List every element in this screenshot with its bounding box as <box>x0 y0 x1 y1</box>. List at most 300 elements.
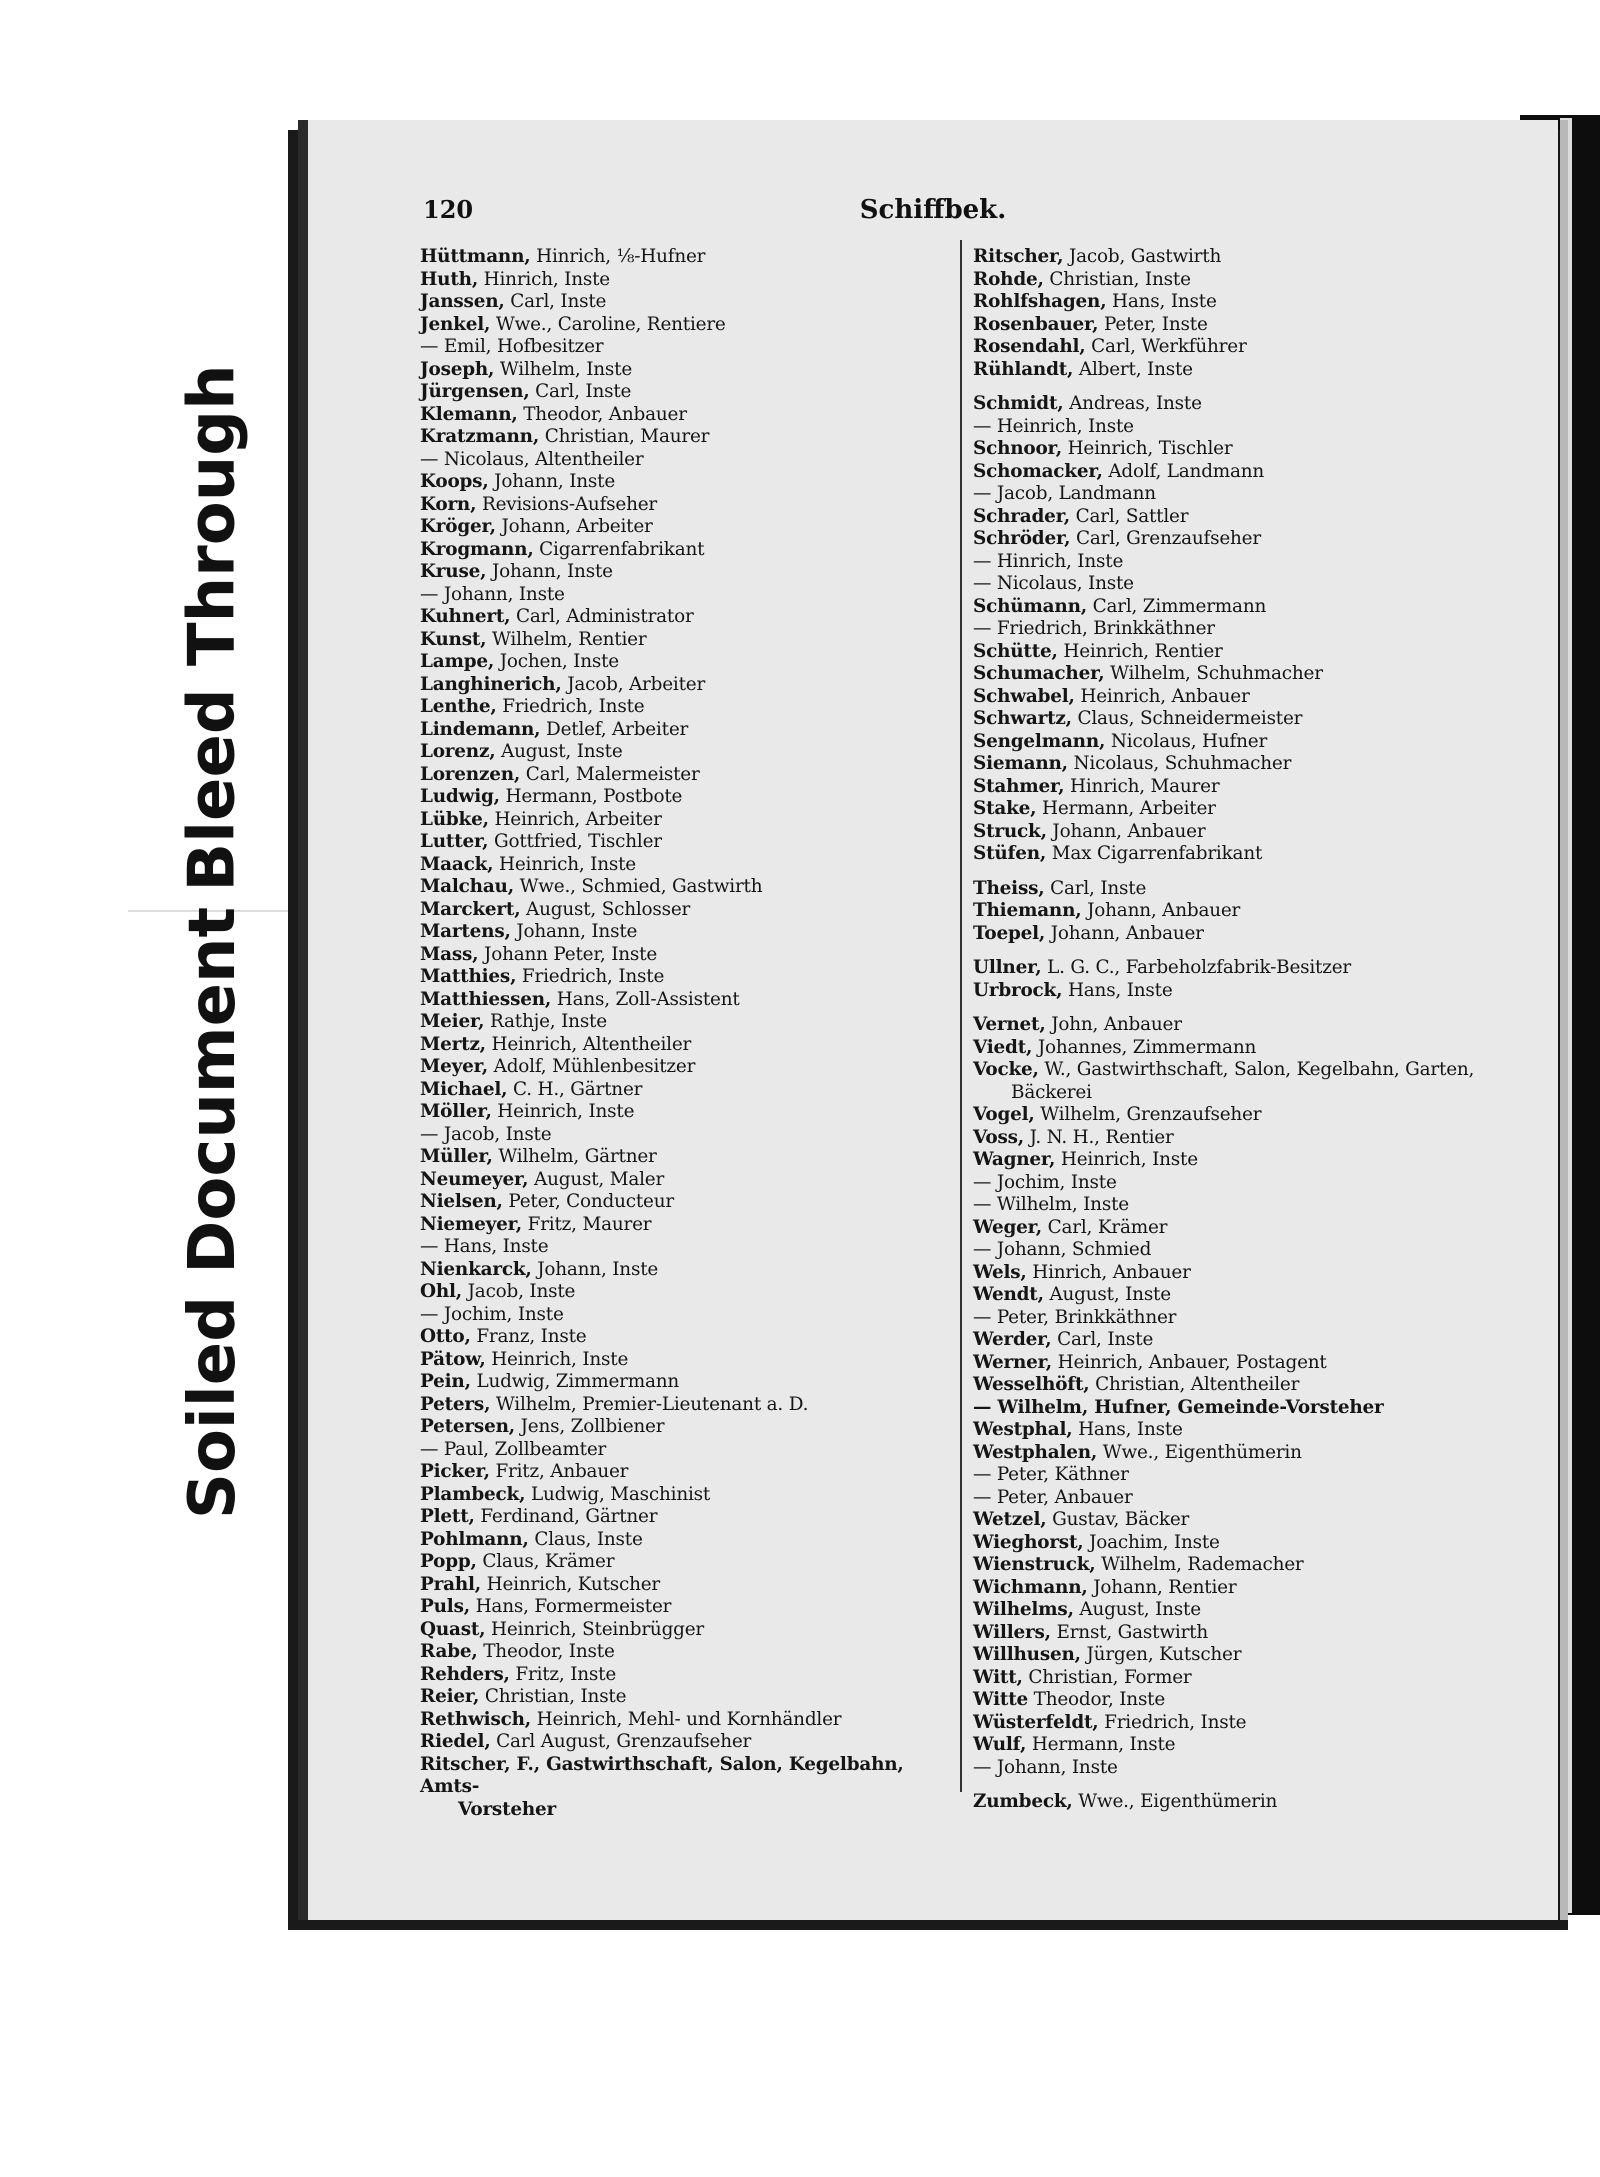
entry-surname: Lenthe, <box>420 696 497 717</box>
bleed-through-label <box>128 345 298 912</box>
entry-details: L. G. C., Farbeholzfabrik-Besitzer <box>1041 957 1352 978</box>
entry-surname: Stake, <box>973 798 1037 819</box>
directory-entry <box>420 989 955 1012</box>
entry-surname: Koops, <box>420 471 489 492</box>
directory-entry <box>973 336 1548 359</box>
directory-entry <box>973 878 1548 901</box>
directory-entry <box>420 1551 955 1574</box>
entry-details: Heinrich, Kutscher <box>481 1573 661 1595</box>
entry-details: Carl, Inste <box>1044 877 1147 899</box>
entry-surname: Quast, <box>420 1618 486 1640</box>
directory-entry <box>973 1239 1548 1262</box>
entry-details: Heinrich, Mehl- und Kornhändler <box>531 1708 842 1730</box>
entry-details: Carl, Inste <box>1051 1329 1154 1350</box>
entry-details: Cigarrenfabrikant <box>533 538 705 560</box>
entry-details: Wwe., Schmied, Gastwirth <box>513 876 763 897</box>
entry-continuation: Vorsteher <box>458 1798 557 1820</box>
entry-details: Peter, Conducteur <box>502 1191 674 1212</box>
directory-entry <box>420 786 955 809</box>
entry-details: Claus, Inste <box>528 1528 643 1550</box>
entry-details: Heinrich, Anbauer <box>1074 685 1250 707</box>
entry-surname: Stahmer, <box>973 775 1065 797</box>
entry-surname: Rehders, <box>420 1663 510 1685</box>
entry-details: Hermann, Postbote <box>499 786 683 807</box>
directory-entry <box>420 1416 955 1439</box>
entry-surname: Sengelmann, <box>973 730 1106 752</box>
entry-details: Heinrich, Anbauer, Postagent <box>1051 1351 1327 1373</box>
entry-surname: Ritscher, F., Gastwirthschaft, Salon, Kegelbahn, Amts- <box>420 1753 904 1797</box>
entry-surname: Malchau, <box>420 876 514 897</box>
entry-details: — Hinrich, Inste <box>973 550 1124 572</box>
directory-entry <box>420 629 955 652</box>
directory-entry <box>973 1734 1548 1757</box>
entry-surname: Wels, <box>973 1261 1027 1283</box>
entry-surname: Müller, <box>420 1146 493 1167</box>
directory-entry <box>973 1307 1548 1330</box>
entry-details: Christian, Inste <box>1043 268 1191 290</box>
entry-surname: Maack, <box>420 853 494 875</box>
entry-details: Wwe., Eigenthümerin <box>1097 1441 1302 1463</box>
entry-surname: Niemeyer, <box>420 1213 522 1235</box>
entry-surname: Puls, <box>420 1596 470 1617</box>
entry-surname: Popp, <box>420 1551 477 1572</box>
entry-details: Heinrich, Inste <box>1055 1149 1198 1170</box>
entry-details: Christian, Maurer <box>539 426 710 447</box>
entry-surname: Wendt, <box>973 1284 1044 1305</box>
entry-details: Revisions-Aufseher <box>476 493 658 515</box>
section-gap <box>973 945 1548 957</box>
entry-details: Friedrich, Inste <box>496 696 645 717</box>
directory-entry <box>420 809 955 832</box>
directory-entry <box>973 291 1548 314</box>
entry-details: — Wilhelm, Inste <box>973 1194 1129 1215</box>
entry-details: Jacob, Arbeiter <box>561 673 706 695</box>
entry-details: Adolf, Mühlenbesitzer <box>488 1056 696 1077</box>
directory-entry <box>420 1596 955 1619</box>
section-gap <box>973 381 1548 393</box>
entry-details: Heinrich, Tischler <box>1061 438 1233 459</box>
entry-details: Hinrich, Anbauer <box>1026 1261 1191 1283</box>
entry-details: Theodor, Anbauer <box>517 403 687 425</box>
entry-details: Hans, Inste <box>1062 979 1173 1001</box>
entry-surname: Matthiessen, <box>420 988 552 1010</box>
entry-surname: Kröger, <box>420 516 496 537</box>
directory-entry <box>420 1011 955 1034</box>
directory-entry <box>973 957 1548 980</box>
entry-surname: Wilhelms, <box>973 1599 1074 1620</box>
entry-details: Hinrich, ⅛-Hufner <box>530 246 706 267</box>
entry-surname: Kratzmann, <box>420 426 540 447</box>
entry-surname: — Wilhelm, Hufner, Gemeinde-Vorsteher <box>973 1396 1384 1418</box>
directory-entry <box>420 1394 955 1417</box>
directory-entry <box>420 539 955 562</box>
directory-entry <box>973 1577 1548 1600</box>
entry-surname: Picker, <box>420 1461 490 1482</box>
entry-details: Heinrich, Steinbrügger <box>485 1618 704 1640</box>
entry-surname: Theiss, <box>973 877 1045 899</box>
entry-details: — Peter, Brinkkäthner <box>973 1306 1177 1328</box>
entry-details: Johann, Inste <box>531 1258 659 1280</box>
directory-entry <box>973 923 1548 946</box>
entry-surname: Kunst, <box>420 628 487 650</box>
entry-details: — Peter, Käthner <box>973 1464 1129 1485</box>
directory-entry <box>420 561 955 584</box>
directory-entry <box>973 798 1548 821</box>
entry-surname: Martens, <box>420 921 511 942</box>
entry-surname: Neumeyer, <box>420 1168 529 1190</box>
entry-details: Fritz, Anbauer <box>489 1461 629 1482</box>
entry-details: — Jochim, Inste <box>420 1303 564 1325</box>
directory-entry <box>420 921 955 944</box>
directory-entry <box>973 1014 1548 1037</box>
entry-details: Jacob, Gastwirth <box>1063 246 1222 267</box>
directory-entry <box>973 1644 1548 1667</box>
entry-details: Hans, Inste <box>1106 291 1217 312</box>
page-gutter <box>1560 120 1568 1920</box>
entry-details: August, Schlosser <box>520 898 691 920</box>
entry-details: Peter, Inste <box>1098 313 1208 335</box>
entry-details: Wwe., Eigenthümerin <box>1072 1791 1278 1812</box>
entry-details: — Nicolaus, Inste <box>973 573 1134 594</box>
entry-surname: Wulf, <box>973 1734 1027 1755</box>
entry-surname: Ludwig, <box>420 786 500 807</box>
directory-entry <box>420 269 955 292</box>
directory-entry <box>420 674 955 697</box>
entry-surname: Zumbeck, <box>973 1791 1073 1812</box>
entry-surname: Urbrock, <box>973 979 1063 1001</box>
entry-details: — Emil, Hofbesitzer <box>420 336 604 357</box>
entry-surname: Willers, <box>973 1621 1051 1643</box>
directory-entry <box>973 821 1548 844</box>
entry-details: Jochen, Inste <box>494 651 619 672</box>
entry-details: Carl, Krämer <box>1041 1216 1168 1238</box>
directory-entry <box>973 900 1548 923</box>
directory-entry <box>420 1439 955 1462</box>
directory-entry <box>973 438 1548 461</box>
directory-entry <box>420 831 955 854</box>
directory-entry <box>973 731 1548 754</box>
entry-surname: Pohlmann, <box>420 1528 529 1550</box>
directory-entry <box>420 516 955 539</box>
entry-details: Hans, Inste <box>1072 1419 1183 1440</box>
directory-entry <box>420 1304 955 1327</box>
directory-entry <box>420 1349 955 1372</box>
entry-surname: Marckert, <box>420 898 521 920</box>
directory-entry <box>973 269 1548 292</box>
directory-entry <box>973 1172 1548 1195</box>
entry-surname: Kuhnert, <box>420 606 511 627</box>
entry-details: Jacob, Inste <box>461 1281 576 1302</box>
entry-details: Johann, Rentier <box>1087 1576 1237 1598</box>
entry-surname: Witte <box>973 1689 1029 1710</box>
entry-details: John, Anbauer <box>1045 1014 1182 1035</box>
entry-surname: Wetzel, <box>973 1509 1047 1530</box>
directory-entry <box>973 1262 1548 1285</box>
entry-details: Johann, Inste <box>488 471 616 492</box>
entry-surname: Matthies, <box>420 966 517 987</box>
directory-entry <box>420 854 955 877</box>
entry-details: Johann, Inste <box>486 561 613 582</box>
entry-surname: Janssen, <box>420 291 505 312</box>
directory-entry <box>420 1619 955 1642</box>
entry-surname: Klemann, <box>420 403 518 425</box>
directory-entry <box>420 651 955 674</box>
entry-surname: Joseph, <box>420 358 495 380</box>
entry-details: Theodor, Inste <box>477 1641 615 1662</box>
entry-details: Nicolaus, Schuhmacher <box>1067 753 1292 774</box>
entry-surname: Schümann, <box>973 595 1087 617</box>
directory-entry <box>973 314 1548 337</box>
directory-entry <box>420 1101 955 1124</box>
bleed-through-text: Bleed Through <box>176 363 250 892</box>
entry-details: Wilhelm, Grenzaufseher <box>1034 1104 1262 1125</box>
directory-entry <box>420 1169 955 1192</box>
directory-entry <box>420 381 955 404</box>
directory-entry <box>420 1236 955 1259</box>
entry-surname: Rohde, <box>973 268 1044 290</box>
directory-entry <box>973 416 1548 439</box>
entry-surname: Prahl, <box>420 1573 481 1595</box>
entry-details: Wilhelm, Gärtner <box>492 1146 657 1167</box>
entry-surname: Jenkel, <box>420 313 491 335</box>
directory-entry <box>973 1442 1548 1465</box>
entry-surname: Lutter, <box>420 831 489 852</box>
directory-entry <box>973 483 1548 506</box>
entry-details: Heinrich, Rentier <box>1057 640 1223 662</box>
directory-entry <box>973 663 1548 686</box>
entry-surname: Weger, <box>973 1216 1042 1238</box>
entry-surname: Plambeck, <box>420 1483 526 1505</box>
entry-details: Heinrich, Inste <box>491 1101 635 1122</box>
entry-surname: Wagner, <box>973 1149 1056 1170</box>
entry-details: Heinrich, Arbeiter <box>488 808 662 830</box>
directory-entry <box>973 1127 1548 1150</box>
entry-surname: Struck, <box>973 820 1047 842</box>
directory-entry <box>420 426 955 449</box>
soiled-document-label <box>128 906 298 1519</box>
entry-surname: Vocke, <box>973 1059 1039 1080</box>
entry-surname: Pätow, <box>420 1348 486 1370</box>
entry-surname: Schnoor, <box>973 438 1062 459</box>
directory-entry <box>973 1487 1548 1510</box>
entry-surname: Petersen, <box>420 1416 515 1437</box>
soiled-document-text: Soiled Document <box>176 906 250 1519</box>
directory-entry <box>420 291 955 314</box>
entry-details: Detlef, Arbeiter <box>540 718 689 740</box>
entry-details: — Jacob, Landmann <box>973 483 1156 504</box>
directory-entry <box>973 551 1548 574</box>
entry-details: Franz, Inste <box>470 1326 587 1347</box>
directory-entry <box>973 1689 1548 1712</box>
directory-entry <box>973 1791 1548 1814</box>
entry-surname: Schütte, <box>973 640 1058 662</box>
entry-details: Christian, Inste <box>479 1686 627 1707</box>
directory-entry <box>420 1731 955 1754</box>
directory-entry <box>420 1124 955 1147</box>
directory-entry <box>973 1532 1548 1555</box>
directory-entry <box>420 741 955 764</box>
entry-surname: Wesselhöft, <box>973 1374 1090 1395</box>
entry-surname: Riedel, <box>420 1731 491 1752</box>
entry-surname: Stüfen, <box>973 843 1047 864</box>
entry-details: Carl, Inste <box>504 291 607 312</box>
directory-entry <box>973 573 1548 596</box>
entry-details: Heinrich, Altentheiler <box>485 1033 692 1055</box>
entry-details: Johann, Arbeiter <box>495 516 653 537</box>
page-header <box>308 195 1558 235</box>
entry-details: Jürgen, Kutscher <box>1080 1644 1242 1665</box>
directory-entry <box>420 719 955 742</box>
section-gap <box>973 866 1548 878</box>
entry-surname: Wichmann, <box>973 1576 1088 1598</box>
entry-details: Adolf, Landmann <box>1102 460 1265 482</box>
directory-entry <box>973 753 1548 776</box>
section-gap <box>973 1002 1548 1014</box>
directory-entry <box>973 618 1548 641</box>
entry-surname: Witt, <box>973 1666 1023 1688</box>
entry-surname: Möller, <box>420 1101 492 1122</box>
entry-surname: Nielsen, <box>420 1191 503 1212</box>
directory-entry <box>973 1059 1548 1104</box>
entry-surname: Jürgensen, <box>420 381 530 402</box>
entry-details: Carl, Grenzaufseher <box>1070 528 1261 549</box>
entry-details: — Jacob, Inste <box>420 1123 552 1145</box>
entry-details: Johann Peter, Inste <box>478 943 658 965</box>
entry-surname: Wienstruck, <box>973 1554 1096 1575</box>
directory-entry <box>973 1149 1548 1172</box>
directory-entry <box>420 1281 955 1304</box>
entry-details: Max Cigarrenfabrikant <box>1046 843 1263 864</box>
entry-surname: Vogel, <box>973 1104 1035 1125</box>
entry-details: Hans, Zoll-Assistent <box>551 988 740 1010</box>
directory-entry <box>420 876 955 899</box>
entry-surname: Huth, <box>420 268 479 290</box>
entry-details: Carl, Inste <box>529 381 632 402</box>
entry-surname: Westphalen, <box>973 1441 1098 1463</box>
entry-surname: Werder, <box>973 1329 1052 1350</box>
directory-entry <box>973 980 1548 1003</box>
directory-entry <box>420 449 955 472</box>
entry-details: Gustav, Bäcker <box>1046 1509 1190 1530</box>
directory-entry <box>420 1056 955 1079</box>
entry-details: Heinrich, Inste <box>485 1348 629 1370</box>
right-column <box>973 246 1548 1814</box>
entry-continuation: Bäckerei <box>1011 1081 1092 1103</box>
entry-details: Johann, Inste <box>510 921 638 942</box>
entry-surname: Rohlfshagen, <box>973 291 1107 312</box>
entry-surname: Mertz, <box>420 1033 486 1055</box>
directory-entry <box>973 359 1548 382</box>
directory-entry <box>420 1529 955 1552</box>
entry-details: — Peter, Anbauer <box>973 1486 1133 1508</box>
entry-details: Albert, Inste <box>1073 358 1193 380</box>
entry-details: Wwe., Caroline, Rentiere <box>490 313 726 335</box>
entry-details: Carl, Werkführer <box>1085 336 1247 357</box>
entry-surname: Reier, <box>420 1686 480 1707</box>
entry-surname: Voss, <box>973 1126 1024 1148</box>
directory-entry <box>420 471 955 494</box>
entry-details: Hans, Formermeister <box>469 1596 672 1617</box>
entry-surname: Pein, <box>420 1371 471 1392</box>
entry-surname: Korn, <box>420 493 477 515</box>
directory-entry <box>420 1371 955 1394</box>
entry-surname: Rabe, <box>420 1641 478 1662</box>
entry-details: Heinrich, Inste <box>493 853 636 875</box>
entry-surname: Lorenzen, <box>420 763 521 785</box>
directory-entry <box>420 336 955 359</box>
directory-entry <box>973 1509 1548 1532</box>
entry-details: Carl, Zimmermann <box>1086 595 1267 617</box>
entry-details: Hinrich, Maurer <box>1064 775 1220 797</box>
entry-details: — Heinrich, Inste <box>973 415 1134 437</box>
entry-details: W., Gastwirthschaft, Salon, Kegelbahn, Garten, <box>1038 1059 1475 1080</box>
entry-details: — Nicolaus, Altentheiler <box>420 448 644 470</box>
directory-entry <box>420 1709 955 1732</box>
entry-surname: Lorenz, <box>420 741 496 762</box>
entry-surname: Rosendahl, <box>973 336 1086 357</box>
entry-details: Nicolaus, Hufner <box>1105 730 1268 752</box>
entry-details: — Hans, Inste <box>420 1236 549 1257</box>
entry-details: Carl, Administrator <box>510 606 694 627</box>
directory-entry <box>973 1622 1548 1645</box>
directory-entry <box>420 1664 955 1687</box>
entry-surname: Peters, <box>420 1393 491 1415</box>
directory-entry <box>973 1599 1548 1622</box>
entry-details: C. H., Gärtner <box>507 1078 643 1100</box>
directory-entry <box>420 1574 955 1597</box>
entry-details: Gottfried, Tischler <box>488 831 662 852</box>
entry-details: Claus, Krämer <box>476 1551 615 1572</box>
section-gap <box>973 1779 1548 1791</box>
entry-details: J. N. H., Rentier <box>1023 1126 1174 1148</box>
entry-surname: Schwabel, <box>973 685 1075 707</box>
entry-surname: Ullner, <box>973 957 1042 978</box>
directory-entry <box>973 1712 1548 1735</box>
directory-entry <box>973 1419 1548 1442</box>
entry-details: — Johann, Schmied <box>973 1239 1152 1260</box>
entry-surname: Krogmann, <box>420 538 534 560</box>
directory-entry <box>973 776 1548 799</box>
entry-details: Carl August, Grenzaufseher <box>490 1731 752 1752</box>
entry-details: Hermann, Arbeiter <box>1036 798 1216 819</box>
directory-entry <box>420 606 955 629</box>
column-divider <box>960 240 962 1792</box>
entry-details: Johann, Anbauer <box>1046 820 1206 842</box>
entry-surname: Schwartz, <box>973 708 1072 729</box>
directory-entry <box>973 708 1548 731</box>
entry-surname: Wüsterfeldt, <box>973 1711 1099 1733</box>
entry-details: Wilhelm, Rademacher <box>1095 1554 1304 1575</box>
directory-entry <box>420 1214 955 1237</box>
directory-entry <box>973 506 1548 529</box>
entry-surname: Rethwisch, <box>420 1708 531 1730</box>
entry-details: Christian, Former <box>1022 1666 1192 1688</box>
entry-details: Wilhelm, Premier-Lieutenant a. D. <box>490 1393 809 1415</box>
entry-details: Christian, Altentheiler <box>1089 1374 1300 1395</box>
directory-entry <box>973 843 1548 866</box>
entry-surname: Lübke, <box>420 808 489 830</box>
entry-details: Wilhelm, Schuhmacher <box>1104 663 1323 684</box>
entry-surname: Nienkarck, <box>420 1258 532 1280</box>
entry-surname: Westphal, <box>973 1419 1073 1440</box>
entry-details: Fritz, Maurer <box>522 1213 652 1235</box>
directory-entry <box>420 1326 955 1349</box>
entry-details: — Johann, Inste <box>420 583 565 605</box>
directory-entry <box>420 1034 955 1057</box>
directory-entry <box>420 1484 955 1507</box>
entry-details: Hermann, Inste <box>1026 1734 1176 1755</box>
entry-details: Andreas, Inste <box>1063 393 1202 414</box>
